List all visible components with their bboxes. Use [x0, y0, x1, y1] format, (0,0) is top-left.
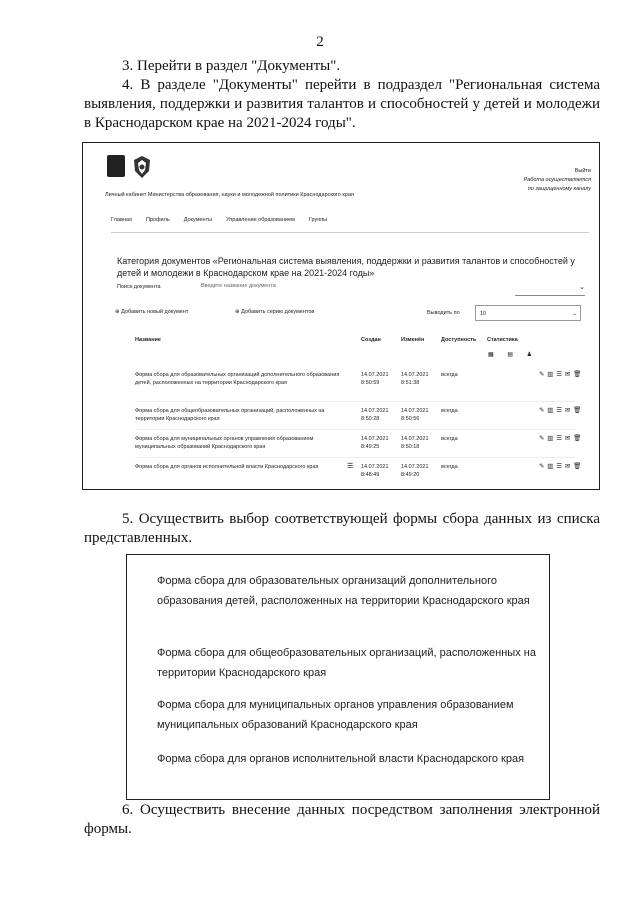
row-name[interactable]: Форма сбора для общеобразовательных организаций, расположенных на территории Краснодарского края	[135, 408, 325, 422]
row-created: 14.07.2021 8:50:28	[361, 408, 389, 422]
show-by-select[interactable]	[475, 305, 581, 321]
exit-link[interactable]: Выйти	[574, 168, 591, 174]
plus-circle-icon: ⊕	[235, 309, 240, 315]
step-4: 4. В разделе "Документы" перейти в подраздел "Региональная система выявления, поддержки и развития талантов и способностей у детей и молодежи в Краснодарском крае на 2021-2024 годы".	[84, 77, 600, 131]
add-document-button[interactable]	[115, 309, 188, 315]
row-actions-icons[interactable]: ✎ ▥ ☰ ✉ 🗑	[539, 435, 582, 442]
row-actions-icons[interactable]: ✎ ▥ ☰ ✉ 🗑	[539, 407, 582, 414]
row-availability: всегда	[441, 372, 458, 378]
row-actions-icons[interactable]: ✎ ▥ ☰ ✉ 🗑	[539, 371, 582, 378]
row-created: 14.07.2021 8:48:49	[361, 464, 389, 478]
main-nav	[111, 217, 327, 223]
row-name[interactable]: Форма сбора для образовательных организаций дополнительного образования детей, расположенных на территории Краснодарского края	[135, 372, 340, 386]
form-item[interactable]: Форма сбора для общеобразовательных организаций, расположенных на территории Краснодарского края	[157, 647, 536, 679]
col-created: Создан	[361, 337, 381, 343]
row-modified: 14.07.2021 8:49:20	[401, 464, 429, 478]
nav-groups[interactable]: Группы	[308, 217, 328, 223]
form-item[interactable]: Форма сбора для муниципальных органов управления образованием муниципальных образований Краснодарского края	[157, 699, 514, 731]
row-availability: всегда	[441, 408, 458, 414]
step-6: 6. Осуществить внесение данных посредством заполнения электронной формы.	[84, 802, 600, 837]
step-5: 5. Осуществить выбор соответствующей формы сбора данных из списка представленных.	[84, 511, 600, 546]
row-modified: 14.07.2021 8:50:18	[401, 436, 429, 450]
nav-divider	[111, 232, 589, 233]
category-title: Категория документов «Региональная система выявления, поддержки и развития талантов и способностей у детей и молодежи в Краснодарском крае на 2021-2024 годы»	[117, 256, 575, 278]
page-number: 2	[316, 34, 324, 50]
statistics-icons[interactable]: ▦ ▤ ♟	[488, 352, 539, 358]
nav-education-management[interactable]: Управление образованием	[226, 217, 295, 223]
add-series-button[interactable]	[235, 309, 314, 315]
search-label: Поиск документа	[117, 284, 161, 290]
nav-documents[interactable]: Документы	[183, 217, 213, 223]
coat-of-arms-icon	[131, 155, 153, 179]
row-actions-icons[interactable]: ✎ ▥ ☰ ✉ 🗑	[539, 463, 582, 470]
show-by-label: Выводить по	[427, 310, 460, 316]
col-statistics: Статистика	[487, 337, 518, 343]
documents-screenshot	[82, 142, 600, 490]
form-item[interactable]: Форма сбора для образовательных организаций дополнительного образования детей, расположенных на территории Краснодарского края	[157, 575, 530, 607]
show-by-value: 10	[480, 311, 487, 317]
cabinet-title: Личный кабинет Министерства образования, науки и молодежной политики Краснодарского края	[105, 192, 354, 198]
row-created: 14.07.2021 8:49:25	[361, 436, 389, 450]
secure-note-1: Работа осуществляется	[523, 177, 591, 183]
row-availability: всегда	[441, 464, 458, 470]
logo-badge-icon	[107, 155, 125, 177]
plus-circle-icon: ⊕	[115, 309, 120, 315]
row-modified: 14.07.2021 8:50:56	[401, 408, 429, 422]
row-availability: всегда	[441, 436, 458, 442]
search-input[interactable]: Введите название документа	[201, 283, 276, 289]
row-divider	[135, 457, 575, 458]
col-name: Название	[135, 337, 161, 343]
form-item[interactable]: Форма сбора для органов исполнительной власти Краснодарского края	[157, 753, 525, 765]
nav-profile[interactable]: Профиль	[145, 217, 170, 223]
nav-home[interactable]: Главная	[111, 217, 132, 223]
step-3: 3. Перейти в раздел "Документы".	[122, 58, 341, 74]
row-divider	[135, 401, 575, 402]
exit-block	[524, 167, 591, 194]
row-divider	[135, 429, 575, 430]
site-logo	[107, 155, 153, 179]
forms-list-screenshot	[126, 554, 550, 800]
secure-note-2: по защищенному каналу	[527, 186, 591, 192]
filter-select[interactable]	[515, 283, 585, 296]
chevron-down-icon: ⌄	[572, 311, 577, 317]
col-availability: Доступность	[441, 337, 477, 343]
chevron-down-icon: ⌄	[579, 284, 585, 291]
row-created: 14.07.2021 8:50:59	[361, 372, 389, 386]
row-modified: 14.07.2021 8:51:38	[401, 372, 429, 386]
row-name[interactable]: Форма сбора для органов исполнительной власти Краснодарского края	[135, 464, 319, 470]
add-series-label: Добавить серию документов	[241, 309, 315, 315]
col-modified: Изменён	[401, 337, 425, 343]
row-name[interactable]: Форма сбора для муниципальных органов управления образованием муниципальных образований Краснодарского края	[135, 436, 314, 450]
file-list-icon[interactable]: ☰	[347, 463, 354, 470]
add-document-label: Добавить новый документ	[121, 309, 189, 315]
